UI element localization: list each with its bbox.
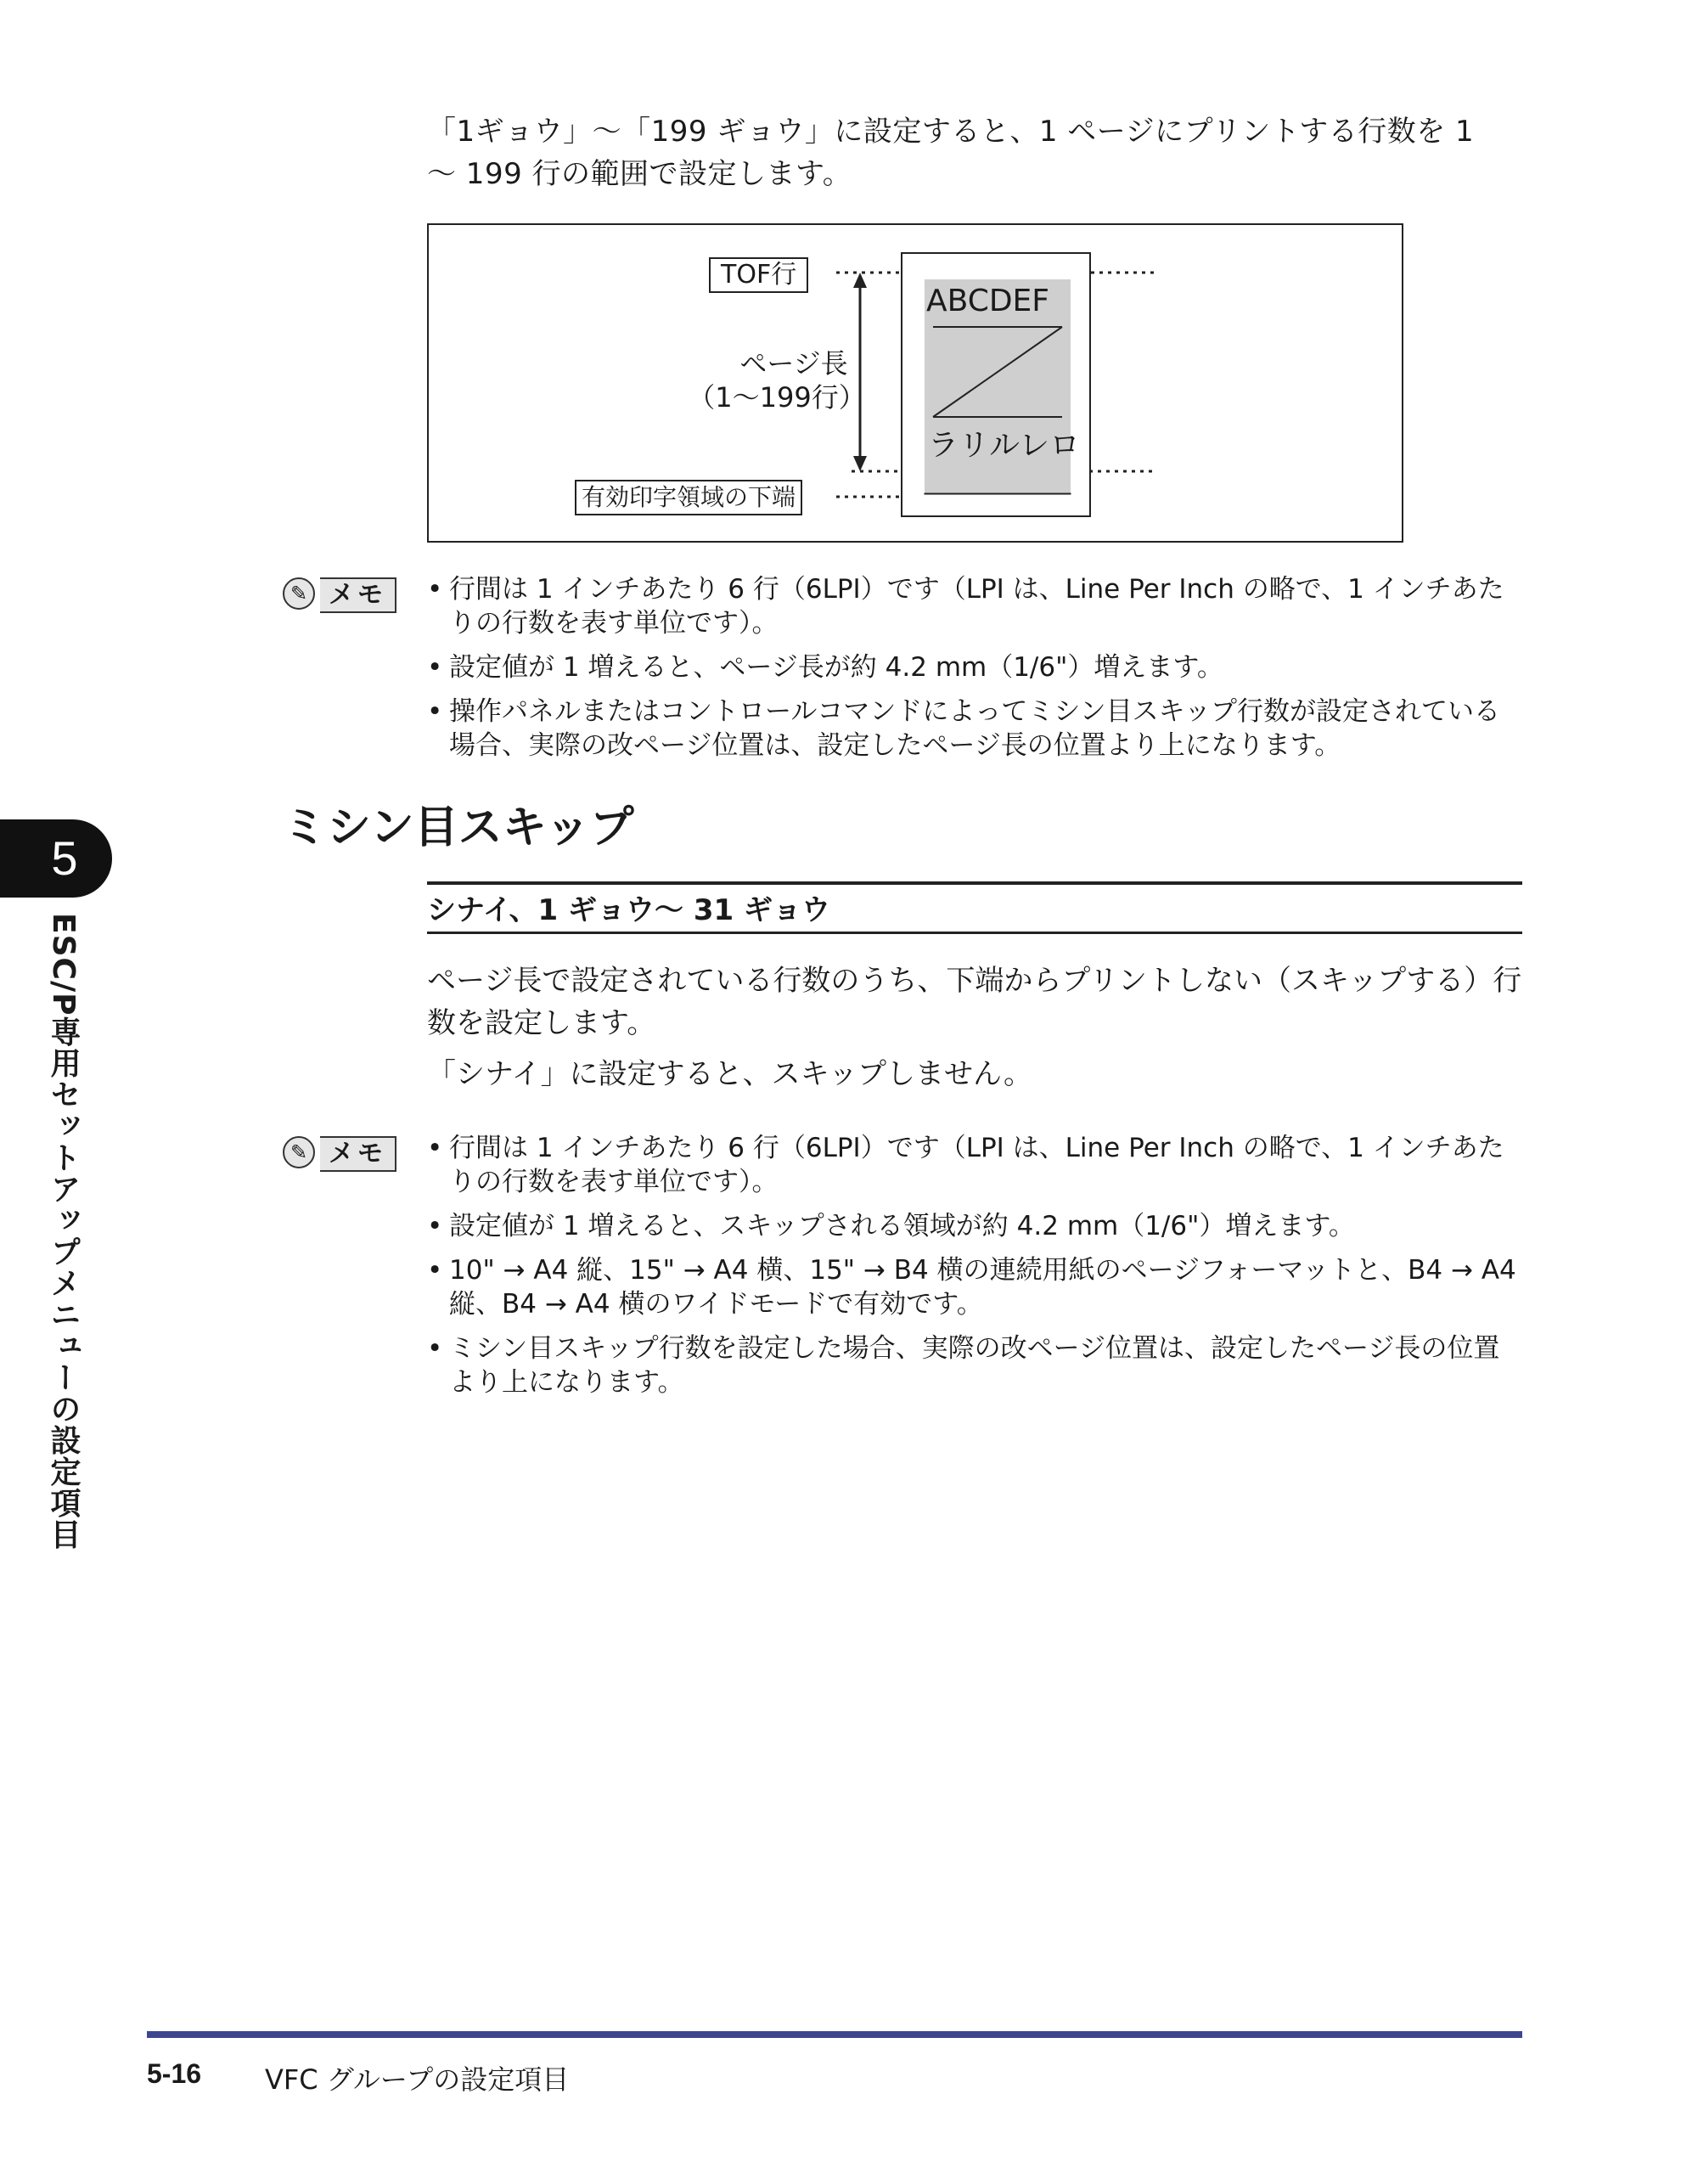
print-area-bottom-label: 有効印字領域の下端: [575, 480, 802, 515]
memo-item: • 操作パネルまたはコントロールコマンドによってミシン目スキップ行数が設定されている場合、実際の改ページ位置は、設定したページ長の位置より上になります。: [427, 695, 1522, 763]
memo-list: [427, 572, 1522, 773]
section-paragraph-2: 「シナイ」に設定すると、スキップしません。: [427, 1057, 1032, 1091]
paper-bottom-text: ラリルレロ: [928, 428, 1081, 463]
diagonal-line: [933, 327, 1062, 417]
tof-label: TOF行: [709, 257, 808, 293]
memo-list: [427, 1131, 1522, 1410]
footer-rule: [147, 2031, 1522, 2038]
memo-badge-label: メモ: [320, 1136, 396, 1172]
memo-item: • 行間は 1 インチあたり 6 行（6LPI）です（LPI は、Line Per Inch の略で、1 インチあたりの行数を表す単位です）。: [427, 1131, 1522, 1199]
memo-item: • 設定値が 1 増えると、ページ長が約 4.2 mm（1/6"）増えます。: [427, 650, 1522, 684]
memo-badge: [283, 577, 402, 610]
section-title: ミシン目スキップ: [283, 802, 634, 853]
page-number: 5-16: [147, 2058, 202, 2089]
memo-badge-label: メモ: [320, 577, 396, 613]
paper-top-text: ABCDEF: [926, 284, 1050, 318]
chapter-title-vertical: ESC/P専用セットアップメニューの設定項目: [46, 913, 81, 1551]
page-length-range: （1〜199行）: [688, 381, 866, 414]
print-area-outline: [925, 493, 1071, 494]
setting-range-bar: [427, 881, 1522, 934]
pencil-icon: ✎: [283, 1136, 315, 1168]
arrow-head-up: [853, 273, 867, 288]
chapter-number-tab: 5: [0, 819, 112, 898]
intro-line-2: 〜 199 行の範囲で設定します。: [427, 157, 852, 191]
memo-item: • 設定値が 1 増えると、スキップされる領域が約 4.2 mm（1/6"）増えます。: [427, 1209, 1522, 1243]
memo-item: • 行間は 1 インチあたり 6 行（6LPI）です（LPI は、Line Per Inch の略で、1 インチあたりの行数を表す単位です）。: [427, 572, 1522, 640]
memo-item: • 10" → A4 縦、15" → A4 横、15" → B4 横の連続用紙のページフォーマットと、B4 → A4 縦、B4 → A4 横のワイドモードで有効です。: [427, 1253, 1522, 1321]
page-length-diagram: [427, 223, 1403, 543]
memo-badge: [283, 1136, 402, 1168]
setting-range: シナイ、1 ギョウ〜 31 ギョウ: [427, 893, 831, 927]
page-length-label: ページ長: [739, 347, 848, 380]
pencil-icon: ✎: [283, 577, 315, 610]
paper-sheet: [901, 252, 1091, 517]
intro-line-1: 「1ギョウ」〜「199 ギョウ」に設定すると、1 ページにプリントする行数を 1: [427, 115, 1475, 149]
footer-title: VFC グループの設定項目: [265, 2063, 570, 2096]
arrow-head-down: [853, 456, 867, 471]
intro-paragraph: [427, 110, 1522, 195]
section-paragraph-1: ページ長で設定されている行数のうち、下端からプリントしない（スキップする）行数を設定します。: [427, 964, 1522, 1040]
memo-item: • ミシン目スキップ行数を設定した場合、実際の改ページ位置は、設定したページ長の位置より上になります。: [427, 1331, 1522, 1399]
